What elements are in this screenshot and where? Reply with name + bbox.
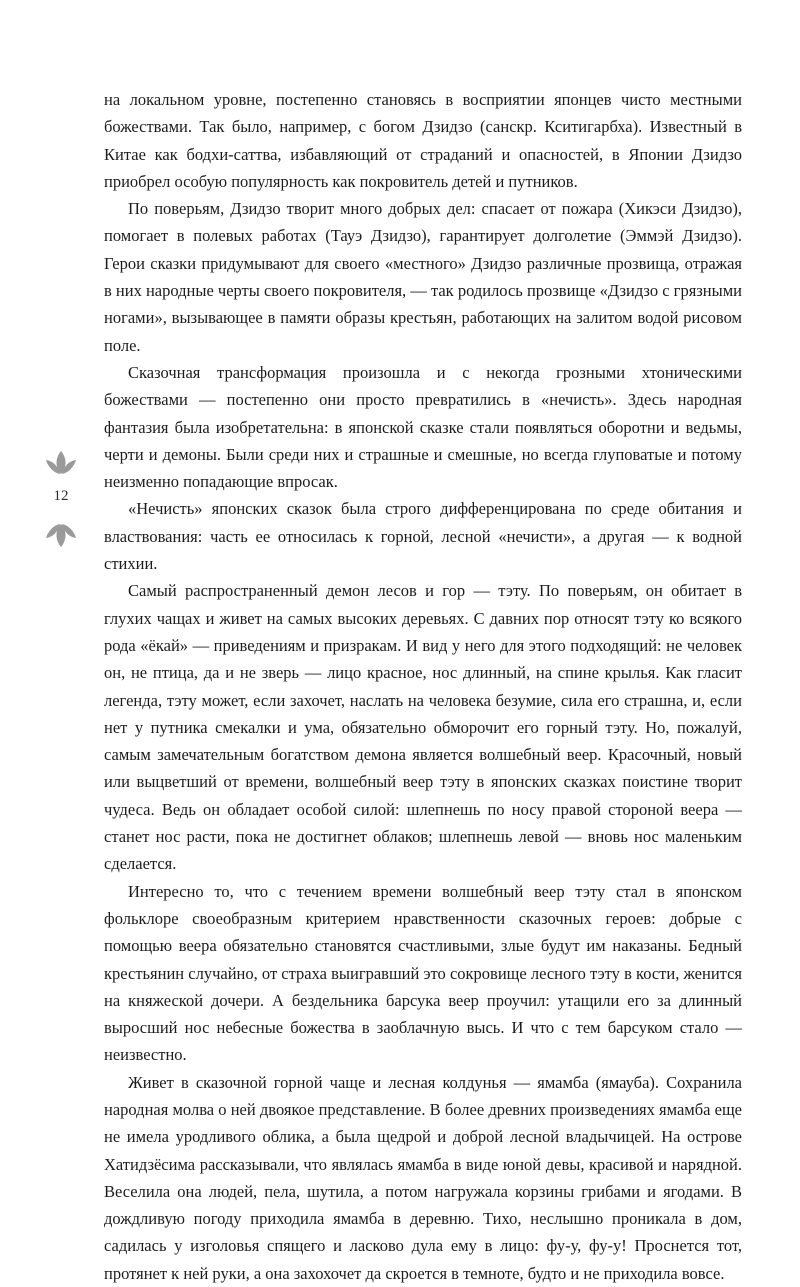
paragraph: Самый распространенный демон лесов и гор — тэту. По поверьям, он обитает в глухих чащах и живет на самых высоких деревьях. С давних пор относят тэту ко всякого рода «ёкай» — приведениям и призракам. И вид у него для этого подходящий: не человек он, не птица, да и не зверь — лицо красное, нос длинный, на спине крылья. Как гласит легенда, тэту может, если захочет, наслать на человека безумие, сила его страшна, и, если нет у путника смекалки и ума, обязательно обморочит его горный тэту. Но, пожалуй, самым замечательным богатством демона является волшебный веер. Красочный, новый или выцветший от времени, волшебный веер тэту в японских сказках поистине творит чудеса. Ведь он обладает особой силой: шлепнешь по носу правой стороной веера — станет нос расти, пока не достигнет облаков; шлепнешь левой — вновь нос маленьким сделается. — [104, 581, 742, 874]
page-number: 12 — [53, 488, 69, 504]
paragraph: Живет в сказочной горной чаще и лесная колдунья — ямамба (ямауба). Сохранила народная молва о ней двоякое представление. В более древних произведениях ямамба еще не имела уродливого облика, а была щедрой и доброй лесной владычицей. На острове Хатидзёсима рассказывали, что являлась ямамба в виде юной девы, красивой и нарядной. Веселила она людей, пела, шутила, а потом нагружала корзины грибами и ягодами. В дождливую погоду приходила ямамба в деревню. Тихо, неслышно проникала в дом, садилась у изголовья спящего и ласково дула ему в лицо: фу-у, фу-у! Проснется тот, протянет к ней руки, а она захохочет да скроется в темноте, будто и не приходила вовсе. — [104, 1072, 742, 1283]
paragraph: По поверьям, Дзидзо творит много добрых дел: спасает от пожара (Хикэси Дзидзо), помогает в полевых работах (Тауэ Дзидзо), гарантирует долголетие (Эммэй Дзидзо). Герои сказки придумывают для своего «местного» Дзидзо различные прозвища, отражая в них народные черты своего покровителя, — так родилось прозвище «Дзидзо с грязными ногами», вызывающее в памяти образы крестьян, работающих на залитом водой рисовом поле. — [104, 199, 742, 355]
leaf-ornament-icon — [44, 522, 78, 548]
paragraph: Интересно то, что с течением времени волшебный веер тэту стал в японском фольклоре своеобразным критерием нравственности сказочных героев: добрые с помощью веера обязательно становятся счастливыми, злые будут им наказаны. Бедный крестьянин случайно, от страха выигравший это сокровище лесного тэту в кости, женится на княжеской дочери. А бездельника барсука веер проучил: утащили его за длинный выросший нос небесные божества в заоблачную высь. И что с тем барсуком стало — неизвестно. — [104, 881, 742, 1065]
paragraph: на локальном уровне, постепенно становясь в восприятии японцев чисто местными божествами. Так было, например, с богом Дзидзо (санскр. Кситигарбха). Известный в Китае как бодхи-саттва, избавляющий от страданий и опасностей, в Японии Дзидзо приобрел особую популярность как покровитель детей и путников. — [104, 90, 742, 191]
paragraph: «Нечисть» японских сказок была строго дифференцирована по среде обитания и властвования: часть ее относилась к горной, лесной «нечисти», а другая — к водной стихии. — [104, 499, 742, 574]
body-text — [104, 86, 742, 1287]
paragraph: Сказочная трансформация произошла и с некогда грозными хтоническими божествами — постепенно они просто превратились в «нечисть». Здесь народная фантазия была изобретательна: в японской сказке стали появляться оборотни и ведьмы, черти и демоны. Были среди них и страшные и смешные, но всегда глуповатые и потому неизменно попадающие впросак. — [104, 362, 742, 492]
leaf-ornament-icon — [44, 450, 78, 476]
